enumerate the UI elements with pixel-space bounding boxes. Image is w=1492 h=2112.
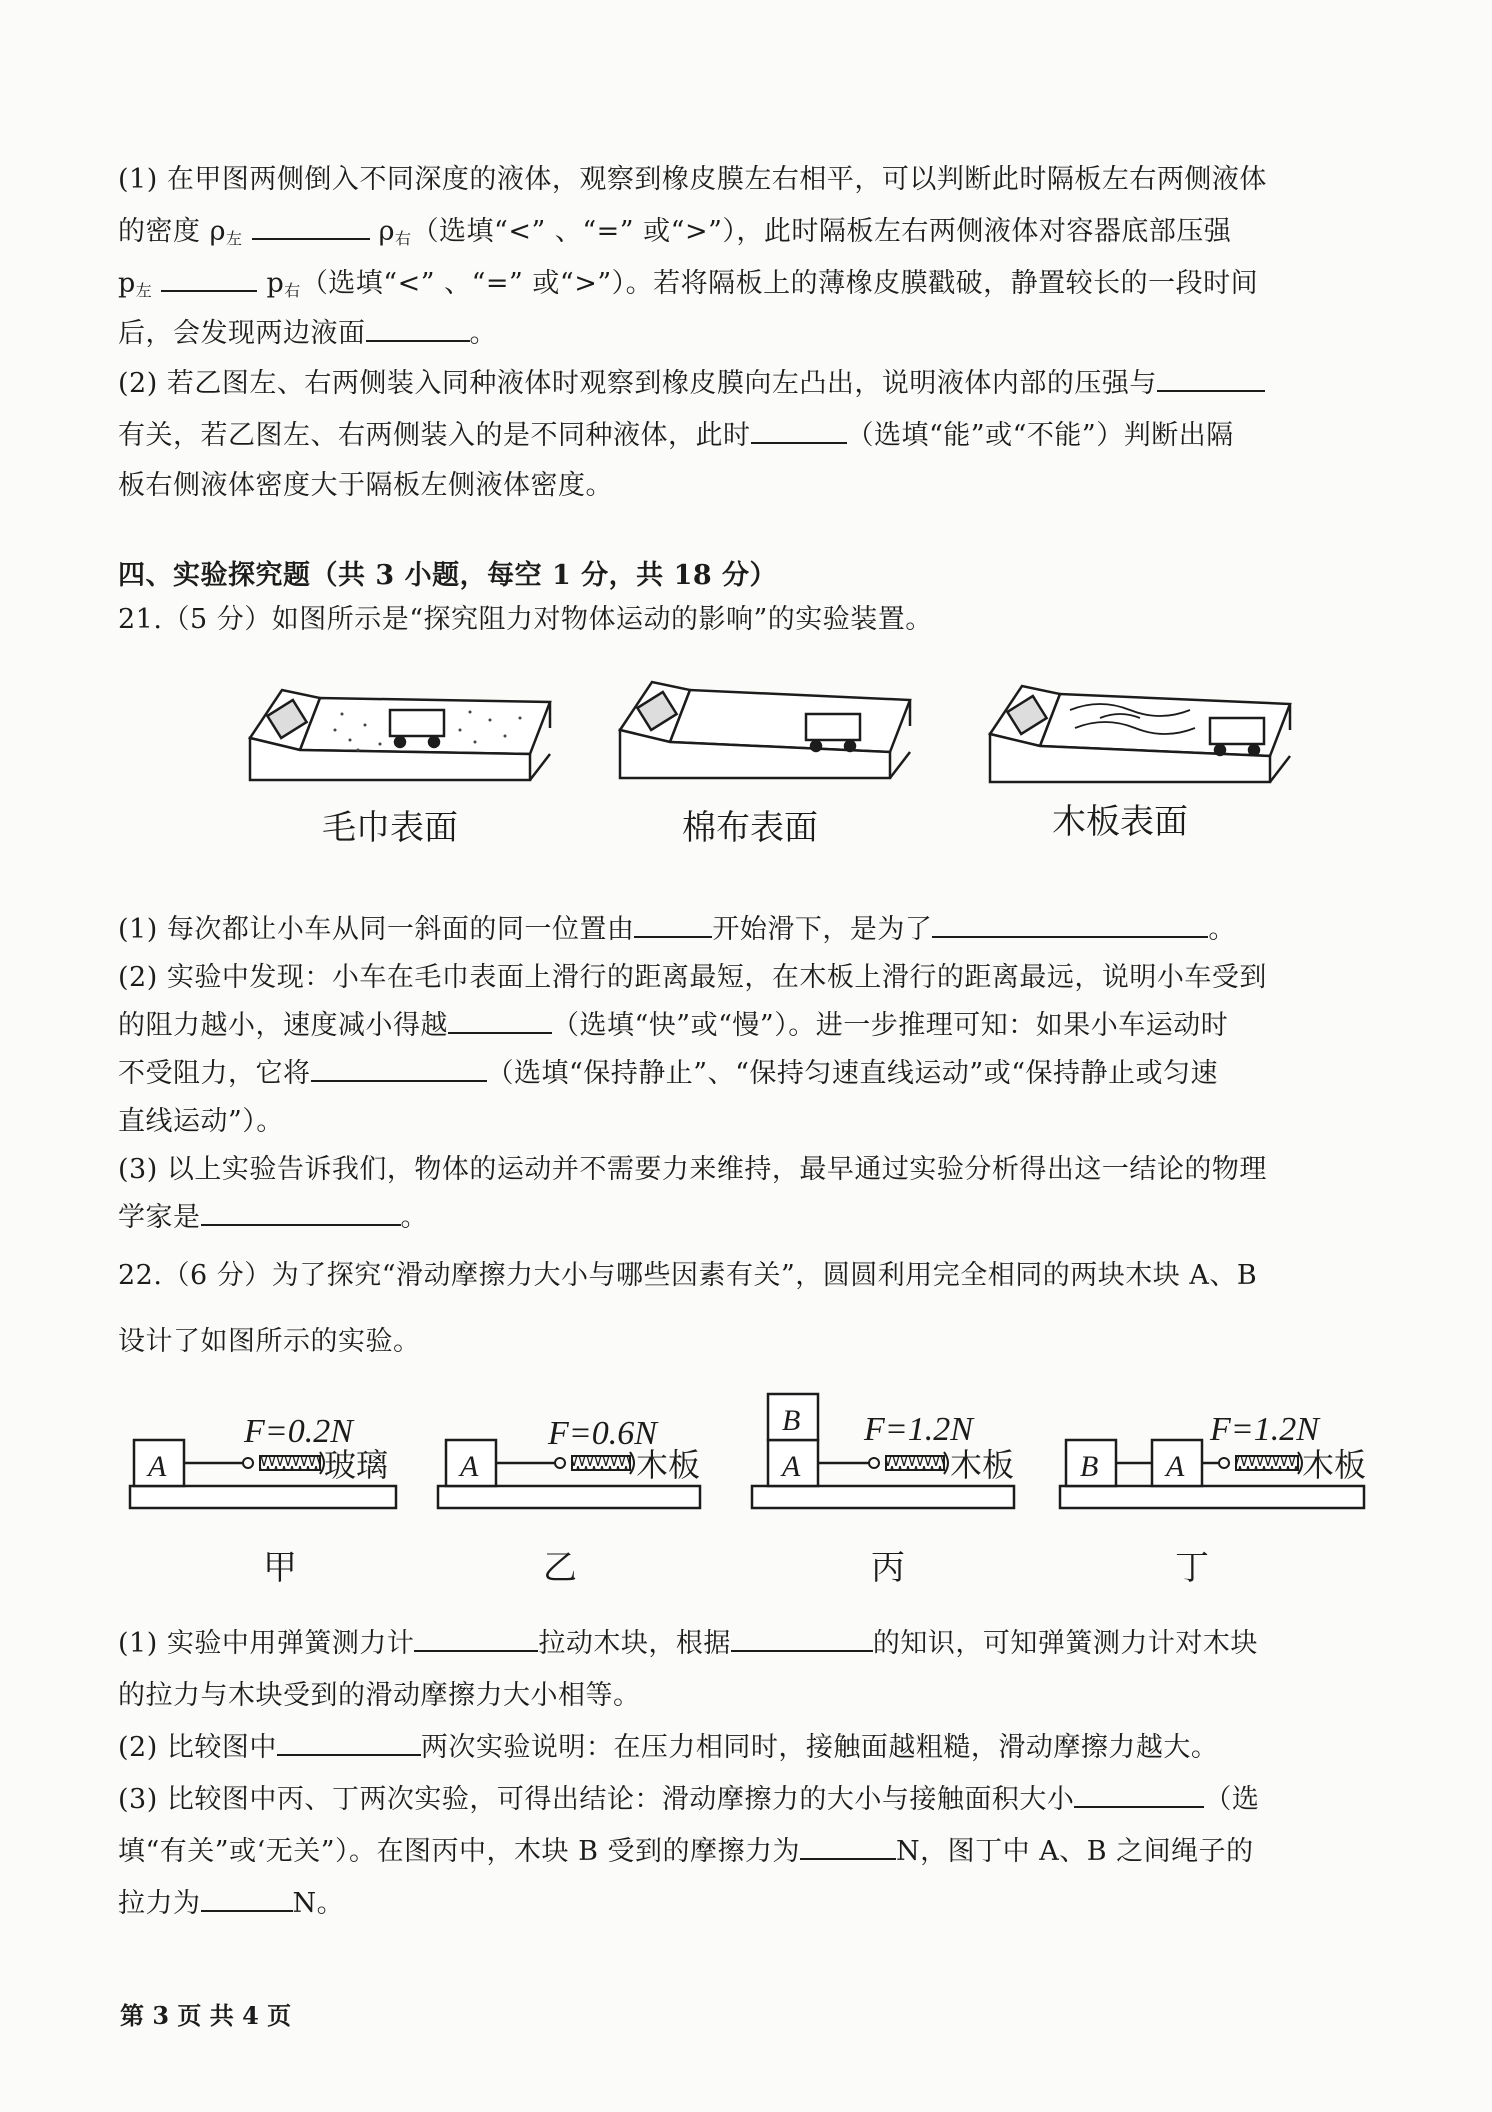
answer-blank[interactable]: [277, 1728, 421, 1756]
surface-label: 玻璃: [324, 1446, 389, 1484]
answer-blank[interactable]: [161, 264, 257, 292]
caption-towel: 毛巾表面: [322, 808, 458, 848]
q20-part2-line2: 有关，若乙图左、右两侧装入的是不同种液体，此时 （选填“能”或“不能”）判断出隔: [118, 416, 1234, 456]
answer-blank[interactable]: [201, 1884, 293, 1912]
q21-part3-line2: 学家是 。: [118, 1198, 428, 1238]
caption-bing: 丙: [871, 1548, 905, 1588]
q21-part3-line1: (3) 以上实验告诉我们，物体的运动并不需要力来维持，最早通过实验分析得出这一结论的物理: [118, 1154, 1267, 1185]
answer-blank[interactable]: [252, 212, 370, 240]
q21-part2-line2: 的阻力越小，速度减小得越 （选填“快”或“慢”）。进一步推理可知：如果小车运动时: [118, 1006, 1228, 1046]
force-label: F=0.6N: [548, 1415, 657, 1452]
answer-blank[interactable]: [932, 910, 1208, 938]
answer-blank[interactable]: [414, 1624, 538, 1652]
setup-ding: [1060, 1411, 1366, 1508]
q21-stem: 21.（5 分）如图所示是“探究阻力对物体运动的影响”的实验装置。: [118, 604, 933, 635]
caption-jia: 甲: [263, 1548, 297, 1588]
block-label: A: [782, 1450, 801, 1483]
q21-part2-line4: 直线运动”）。: [118, 1106, 284, 1137]
block-label: A: [1166, 1450, 1185, 1483]
q22-part3-line3: 拉力为 N。: [118, 1884, 344, 1924]
q20-part2-line1: (2) 若乙图左、右两侧装入同种液体时观察到橡皮膜向左凸出，说明液体内部的压强与: [118, 364, 1265, 404]
caption-yi: 乙: [543, 1548, 577, 1588]
caption-cotton: 棉布表面: [682, 808, 818, 848]
q22-stem-line2: 设计了如图所示的实验。: [118, 1326, 421, 1357]
ramp-wood: [990, 686, 1290, 782]
page-footer: 第 3 页 共 4 页: [120, 2001, 292, 2030]
setup-jia: [130, 1413, 396, 1508]
q20-part1-line4: 后，会发现两边液面 。: [118, 314, 497, 354]
caption-wood: 木板表面: [1052, 802, 1188, 842]
answer-blank[interactable]: [1074, 1780, 1204, 1808]
q21-part1: (1) 每次都让小车从同一斜面的同一位置由 开始滑下，是为了 。: [118, 910, 1236, 950]
force-label: F=1.2N: [864, 1411, 973, 1448]
answer-blank[interactable]: [448, 1006, 552, 1034]
block-label: A: [148, 1450, 167, 1483]
answer-blank[interactable]: [751, 416, 847, 444]
q20-part1-line3: $p_左$ $p_右$（选填“<” 、“=” 或“>”）。若将隔板上的薄橡皮膜戳破，静置较长的一段时间: [118, 264, 1258, 311]
caption-ding: 丁: [1175, 1548, 1209, 1588]
q22-part1-line1: (1) 实验中用弹簧测力计 拉动木块，根据 的知识，可知弹簧测力计对木块: [118, 1624, 1258, 1664]
ramp-cotton: [620, 682, 910, 778]
q20-part1-line2: 的密度 $\rho_左$ $\rho_右$（选填“<” 、“=” 或“>”），此时隔板左右两侧液体对容器底部压强: [118, 212, 1231, 259]
block-label: B: [782, 1404, 801, 1437]
q22-part1-line2: 的拉力与木块受到的滑动摩擦力大小相等。: [118, 1680, 641, 1711]
q22-part2: (2) 比较图中 两次实验说明：在压力相同时，接触面越粗糙，滑动摩擦力越大。: [118, 1728, 1218, 1768]
answer-blank[interactable]: [201, 1198, 401, 1226]
answer-blank[interactable]: [800, 1832, 896, 1860]
block-label: B: [1080, 1450, 1099, 1483]
q22-part3-line2: 填“有关”或‘无关”）。在图丙中，木块 B 受到的摩擦力为 N，图丁中 A、B 之间绳子的: [118, 1832, 1254, 1872]
q22-stem-line1: 22.（6 分）为了探究“滑动摩擦力大小与哪些因素有关”，圆圆利用完全相同的两块木块 A、B: [118, 1260, 1258, 1291]
q20-part2-line3: 板右侧液体密度大于隔板左侧液体密度。: [118, 470, 613, 501]
q22-friction-figure: [120, 1368, 1400, 1518]
surface-label: 木板: [1302, 1446, 1367, 1484]
q22-part3-line1: (3) 比较图中丙、丁两次实验，可得出结论：滑动摩擦力的大小与接触面积大小 （选: [118, 1780, 1259, 1820]
force-label: F=1.2N: [1210, 1411, 1319, 1448]
block-label: A: [460, 1450, 479, 1483]
q21-ramp-figure: [240, 670, 1300, 800]
answer-blank[interactable]: [1157, 364, 1265, 392]
section-4-title: 四、实验探究题（共 3 小题，每空 1 分，共 18 分）: [118, 560, 778, 591]
q21-part2-line1: (2) 实验中发现：小车在毛巾表面上滑行的距离最短，在木板上滑行的距离最远，说明小车受到: [118, 962, 1267, 993]
answer-blank[interactable]: [311, 1054, 487, 1082]
q21-part2-line3: 不受阻力，它将 （选填“保持静止”、“保持匀速直线运动”或“保持静止或匀速: [118, 1054, 1218, 1094]
force-label: F=0.2N: [244, 1413, 353, 1450]
answer-blank[interactable]: [634, 910, 712, 938]
setup-yi: [438, 1415, 700, 1508]
surface-label: 木板: [950, 1446, 1015, 1484]
q20-part1-line1: (1) 在甲图两侧倒入不同深度的液体，观察到橡皮膜左右相平，可以判断此时隔板左右两侧液体: [118, 164, 1267, 195]
surface-label: 木板: [636, 1446, 701, 1484]
answer-blank[interactable]: [366, 314, 470, 342]
setup-bing: [752, 1394, 1014, 1508]
answer-blank[interactable]: [731, 1624, 873, 1652]
